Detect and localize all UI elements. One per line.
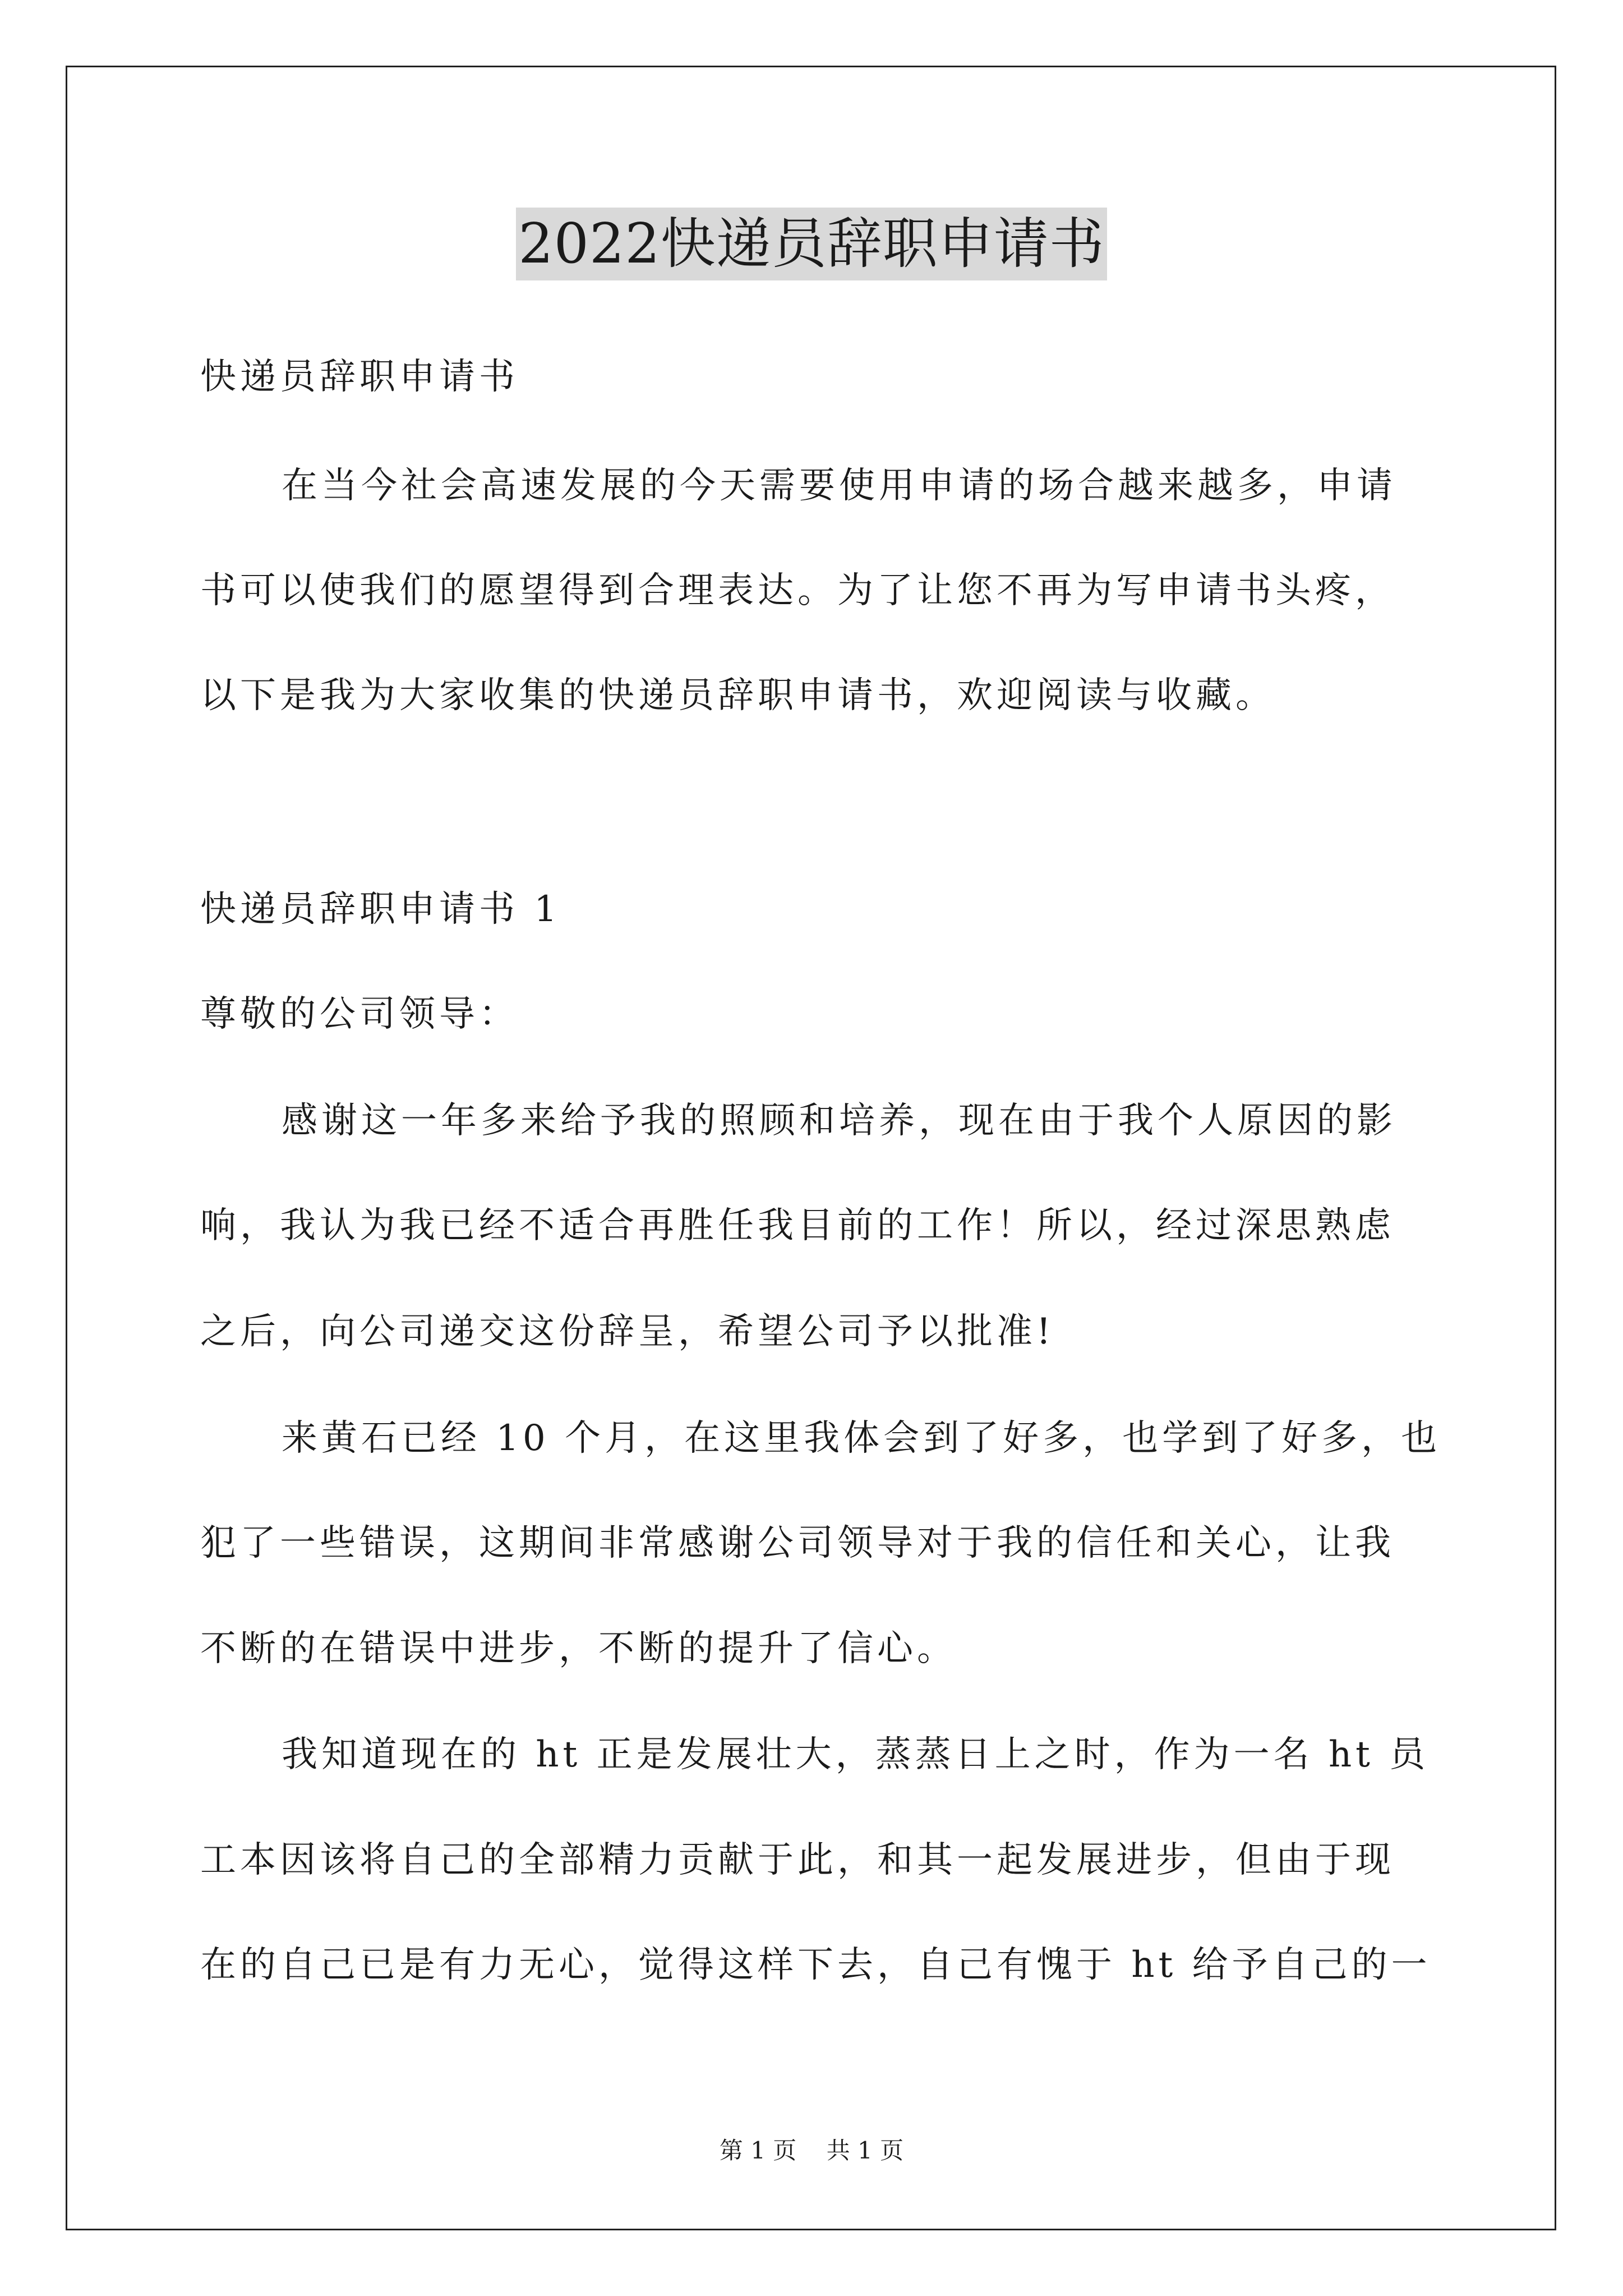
salutation: 尊敬的公司领导： [200,993,519,1035]
paragraph3-line-1: 我知道现在的 ht 正是发展壮大，蒸蒸日上之时，作为一名 ht 员 [282,1734,1430,1775]
section-heading: 快递员辞职申请书 1 [200,889,561,930]
intro-line-1: 在当今社会高速发展的今天需要使用申请的场合越来越多，申请 [282,465,1396,507]
paragraph3-line-2: 工本因该将自己的全部精力贡献于此，和其一起发展进步，但由于现 [200,1839,1395,1881]
title-container [0,208,1623,280]
document-title: 2022快递员辞职申请书 [516,208,1106,280]
paragraph1-line-3: 之后，向公司递交这份辞呈，希望公司予以批准! [200,1311,1055,1352]
paragraph2-line-2: 犯了一些错误，这期间非常感谢公司领导对于我的信任和关心，让我 [200,1522,1395,1564]
paragraph2-line-1: 来黄石已经 10 个月，在这里我体会到了好多，也学到了好多，也 [282,1418,1441,1459]
paragraph1-line-1: 感谢这一年多来给予我的照顾和培养，现在由于我个人原因的影 [282,1100,1396,1142]
document-subtitle: 快递员辞职申请书 [200,356,519,398]
paragraph2-line-3: 不断的在错误中进步，不断的提升了信心。 [200,1628,957,1669]
paragraph1-line-2: 响，我认为我已经不适合再胜任我目前的工作！所以，经过深思熟虑 [200,1205,1395,1246]
page-footer: 第 1 页 共 1 页 [719,2137,904,2164]
intro-line-3: 以下是我为大家收集的快递员辞职申请书，欢迎阅读与收藏。 [200,675,1275,716]
paragraph3-line-3: 在的自己已是有力无心，觉得这样下去，自己有愧于 ht 给予自己的一 [200,1944,1431,1986]
intro-line-2: 书可以使我们的愿望得到合理表达。为了让您不再为写申请书头疼， [200,570,1395,611]
